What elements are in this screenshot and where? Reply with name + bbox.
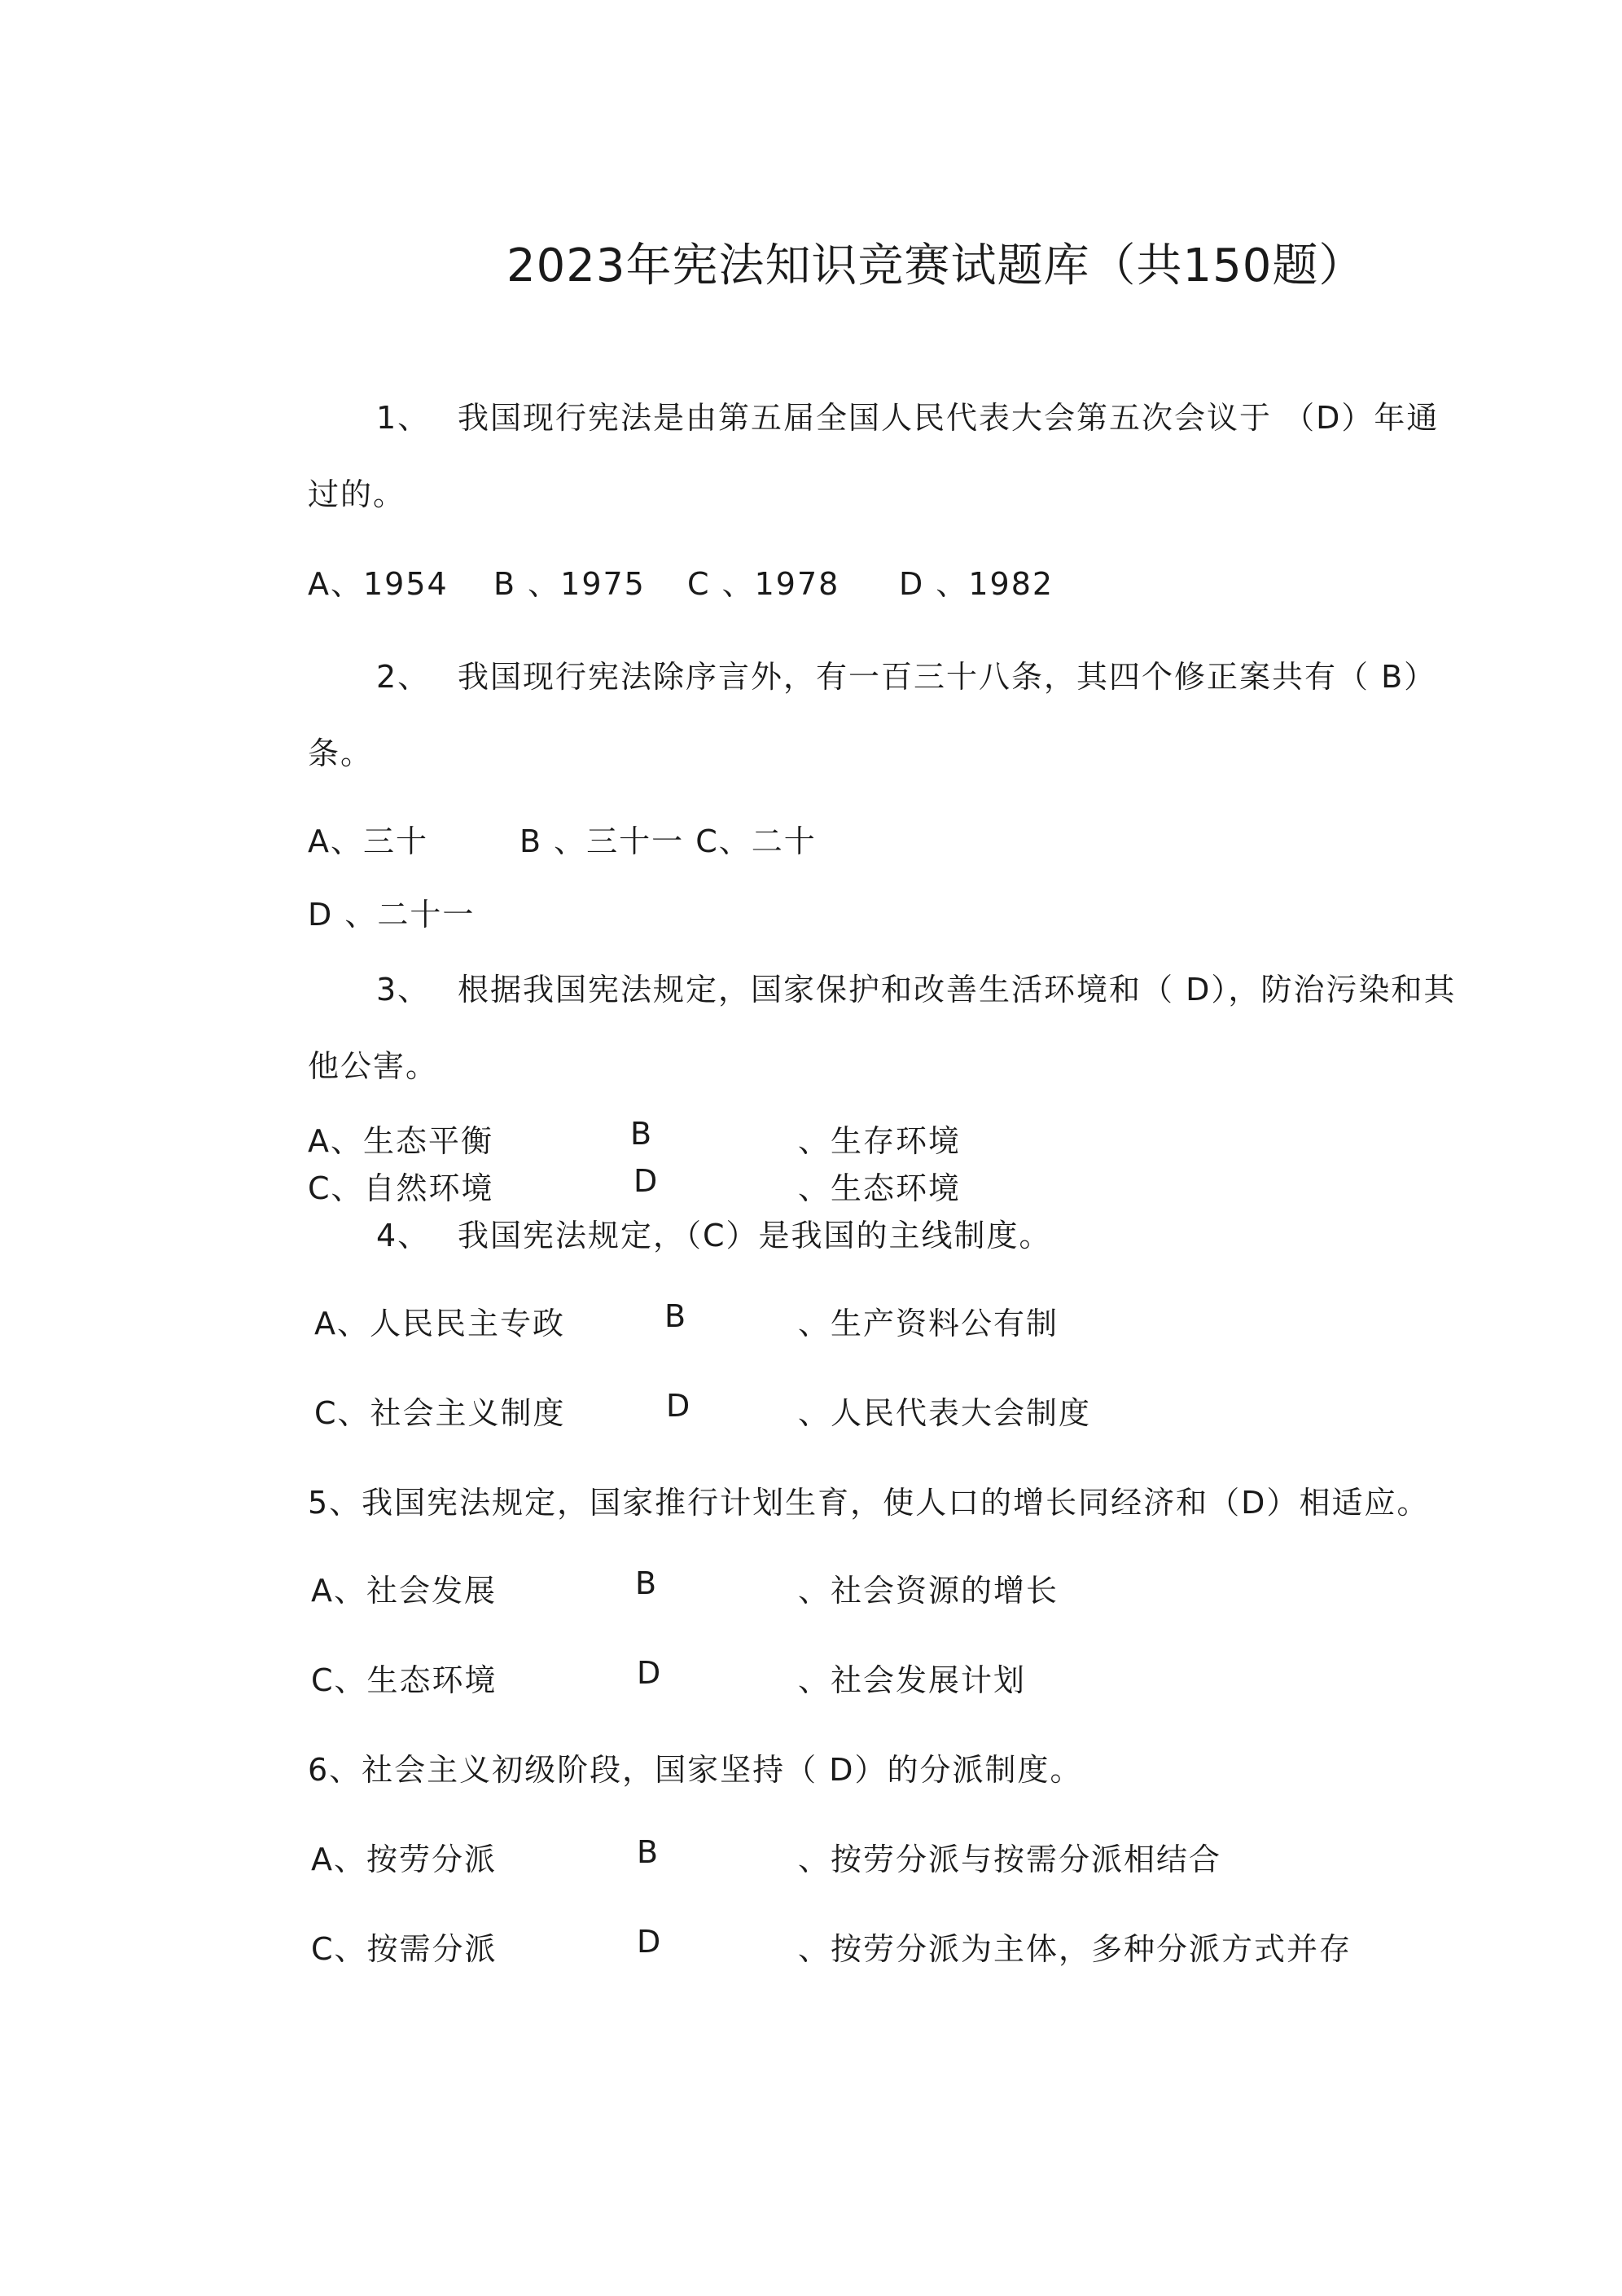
option-a: A、生态平衡 [308,1123,493,1159]
option-d-text: 、按劳分派为主体，多种分派方式并存 [798,1931,1352,1967]
option-a: A、三十 [308,823,428,859]
option-b-letter: B [635,1565,659,1601]
option-b-letter: B [637,1834,660,1870]
option-d-letter: D [637,1655,663,1691]
option-d: D 、1982 [899,566,1054,602]
option-d-text: 、社会发展计划 [798,1662,1027,1698]
option-b-text: 、生存环境 [798,1123,962,1159]
question-number: 3、 [376,972,431,1008]
option-b-letter: B [664,1298,688,1334]
question-number: 4、 [376,1218,431,1253]
question-text-continued: 过的。 [308,476,406,512]
option-b-text: 、按劳分派与按需分派相结合 [798,1842,1222,1877]
question-text: 我国现行宪法是由第五届全国人民代表大会第五次会议于 （D）年通 [458,400,1440,436]
option-d-text: 、人民代表大会制度 [798,1395,1092,1431]
option-a: A、人民民主专政 [314,1306,565,1341]
question-text-continued: 他公害。 [308,1048,439,1084]
option-c: C、按需分派 [311,1931,498,1967]
option-a: A、社会发展 [311,1573,497,1609]
option-a: A、按劳分派 [311,1842,497,1877]
question-number: 1、 [376,400,431,436]
option-c: C、自然环境 [308,1170,494,1206]
option-c: C 、1978 [687,566,840,602]
question-text: 我国宪法规定，（C）是我国的主线制度。 [458,1218,1052,1253]
question-text: 6、社会主义初级阶段，国家坚持（ D）的分派制度。 [308,1752,1083,1788]
question-text-continued: 条。 [308,735,374,771]
option-d-letter: D [637,1924,663,1960]
option-d-letter: D [666,1388,692,1424]
option-b-text: 、社会资源的增长 [798,1573,1059,1609]
option-b-c: B 、三十一 C、二十 [519,823,817,859]
question-number: 2、 [376,659,431,695]
option-a: A、1954 [308,566,449,602]
question-text: 我国现行宪法除序言外，有一百三十八条，其四个修正案共有（ B） [458,659,1437,695]
question-text: 5、我国宪法规定，国家推行计划生育，使人口的增长同经济和（D）相适应。 [308,1485,1430,1521]
option-d-text: 、生态环境 [798,1170,962,1206]
option-b-text: 、生产资料公有制 [798,1306,1059,1341]
option-d-letter: D [633,1163,660,1199]
option-d: D 、二十一 [308,897,476,933]
option-c: C、社会主义制度 [314,1395,566,1431]
option-c: C、生态环境 [311,1662,498,1698]
option-b-letter: B [630,1116,654,1152]
option-b: B 、1975 [493,566,646,602]
question-text: 根据我国宪法规定，国家保护和改善生活环境和（ D），防治污染和其 [458,972,1457,1008]
page-title: 2023年宪法知识竞赛试题库（共150题） [506,239,1366,292]
